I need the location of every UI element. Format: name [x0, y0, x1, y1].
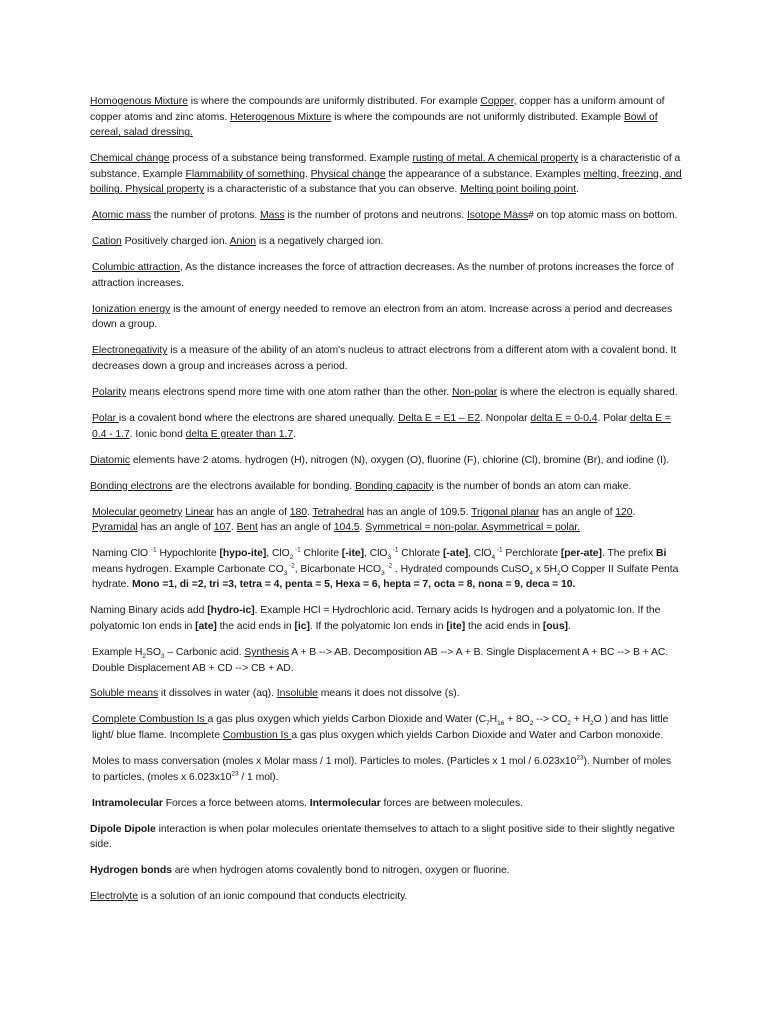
body-text: is the amount of energy needed to remove an electron from an atom. Increase across a period and decreases down a group.	[92, 303, 673, 331]
term-text: Tetrahedral	[312, 506, 364, 518]
term-text: rusting of metal. A chemical property	[412, 153, 579, 165]
body-text: , As the distance increases the force of attraction decreases. As the number of protons increases the force of attraction increases.	[92, 262, 674, 289]
term-text: Bonding capacity	[355, 480, 434, 492]
body-text: Moles to mass conversation (moles x Molar mass / 1 mol). Particles to moles. (Particles x 1 mol / 6.023x10	[92, 756, 577, 768]
term-text: Synthesis	[244, 646, 290, 658]
body-text: . Hydrated compounds CuSO	[392, 563, 530, 575]
term-text: Insoluble	[276, 688, 318, 700]
term-text: Flammability of something	[185, 168, 305, 180]
bold-text: [per-ate]	[560, 548, 602, 560]
term-text: 180	[289, 506, 307, 518]
body-text: Forces a force between atoms.	[162, 797, 310, 809]
paragraph	[90, 796, 682, 812]
body-text: -1	[293, 546, 301, 554]
term-text: Electrolyte	[90, 891, 138, 903]
term-text: delta E = 0.4 - 1.7	[92, 413, 671, 440]
body-text: -1	[150, 546, 157, 554]
body-text: .	[576, 184, 579, 196]
body-text: has an angle of	[213, 506, 290, 518]
paragraph	[90, 453, 682, 469]
bold-text: Dipole Dipole	[90, 823, 156, 835]
body-text: . Ionic bond	[129, 428, 186, 440]
body-text: 3	[160, 652, 165, 660]
term-text: Electronegativity	[92, 345, 168, 357]
bold-text: Mono =1, di =2, tri =3, tetra = 4, penta = 5, Hexa = 6, hepta = 7, octa = 8, nona = 9, deca = 10.	[131, 579, 576, 591]
body-text: 3	[387, 554, 392, 562]
body-text: forces are between molecules.	[380, 797, 523, 809]
body-text: the number of protons.	[150, 210, 261, 222]
term-text: Isotope Mass	[466, 210, 529, 222]
body-text: / 1 mol).	[238, 771, 279, 783]
paragraph	[90, 411, 682, 442]
term-text: Trigonal planar	[471, 506, 540, 518]
body-text: means electrons spend more time with one atom rather than the other.	[126, 387, 452, 399]
term-text: Symmetrical = non-polar. Asymmetrical = polar.	[365, 522, 581, 534]
body-text: is where the compounds are not uniformly distributed. Example	[331, 111, 624, 123]
body-text: -1	[391, 546, 399, 554]
body-text: is where the electron is equally shared.	[497, 387, 678, 399]
body-text: is the number of bonds an atom can make.	[433, 480, 632, 492]
body-text: 2	[590, 720, 594, 728]
body-text: .	[230, 522, 237, 534]
body-text: 3	[283, 569, 288, 577]
body-text: the acid ends in	[465, 620, 543, 632]
body-text: .	[359, 522, 366, 534]
term-text: 104.5	[333, 522, 360, 534]
bold-text: Bi	[655, 548, 667, 560]
body-text: . Example HCl = Hydrochloric acid. Ternary acids Is hydrogen and a polyatomic Ion. If the polyatomic Ion ends in	[90, 605, 661, 632]
body-text: ). Number of moles to particles, (moles x 6.023x10	[92, 756, 671, 783]
body-text: .	[632, 506, 636, 518]
body-text: Perchlorate	[502, 548, 561, 560]
paragraph	[90, 546, 682, 593]
body-text: , ClO	[364, 548, 388, 560]
term-text: Bowl of cereal, salad dressing.	[90, 111, 658, 139]
term-text: Mass	[260, 210, 285, 222]
bold-text: [ic]	[294, 620, 310, 632]
body-text: Hypochlorite	[156, 548, 220, 560]
term-text: Melting point boiling point	[460, 184, 576, 196]
body-text: process of a substance being transformed. Example	[169, 153, 413, 165]
term-text: Diatomic	[90, 454, 131, 466]
paragraph	[90, 889, 682, 905]
term-text: Polar	[92, 413, 119, 425]
paragraph	[90, 343, 682, 374]
term-text: Atomic mass	[92, 210, 151, 222]
paragraph	[90, 151, 682, 198]
body-text: 2	[556, 569, 561, 577]
term-text: delta E = 0-0.4	[530, 413, 598, 425]
body-text: 2	[142, 652, 146, 660]
body-text: , copper has a uniform amount of copper atoms and zinc atoms.	[90, 96, 665, 123]
term-text: Anion	[229, 236, 256, 248]
body-text: are the electrons available for bonding.	[172, 480, 356, 492]
body-text: A + B --> AB. Decomposition AB --> A + B. Single Displacement A + BC --> B + AC. Double Displacement AB + CD --> CB + AD.	[92, 646, 669, 674]
body-text: has an angle of	[539, 506, 616, 518]
term-text: melting, freezing, and boiling. Physical property	[90, 168, 682, 196]
body-text: 16	[497, 720, 505, 728]
term-text: Molecular geometry	[92, 506, 183, 518]
bold-text: [-ate]	[443, 548, 469, 560]
body-text: .	[306, 506, 313, 518]
bold-text: [ite]	[446, 620, 466, 632]
body-text: is a negatively charged ion.	[256, 236, 384, 248]
body-text: is a solution of an ionic compound that conducts electricity.	[137, 891, 408, 903]
term-text: 107	[213, 522, 231, 534]
paragraph	[90, 822, 682, 853]
term-text: Heterogenous Mixture	[230, 111, 332, 123]
body-text: , Bicarbonate HCO	[294, 563, 382, 575]
paragraph	[90, 712, 682, 743]
body-text: is a measure of the ability of an atom's nucleus to attract electrons from a different atom with a covalent bond. It decreases down a group and increases across a period.	[92, 345, 677, 373]
body-text: has an angle of 109.5.	[363, 506, 472, 518]
term-text: Cation	[92, 236, 122, 248]
bold-text: Hydrogen bonds	[90, 865, 172, 877]
body-text: .	[567, 620, 571, 632]
term-text: Pyramidal	[92, 522, 138, 534]
body-text: the appearance of a substance. Examples	[385, 168, 584, 180]
paragraph	[90, 302, 682, 333]
body-text: elements have 2 atoms. hydrogen (H), nitrogen (N), oxygen (O), fluorine (F), chlorine (Cl), bromine (Br), and iodine (I).	[130, 454, 670, 466]
body-text: means hydrogen. Example Carbonate CO	[92, 563, 284, 575]
body-text: , ClO	[266, 548, 290, 560]
body-text: O Copper II Sulfate Penta hydrate.	[92, 563, 679, 591]
body-text: Chlorite	[300, 548, 342, 560]
term-text: Bent	[236, 522, 258, 534]
body-text: the acid ends in	[216, 620, 295, 632]
body-text: Chlorate	[398, 548, 444, 560]
paragraph	[90, 479, 682, 495]
body-text: Example H	[92, 646, 143, 658]
term-text: Chemical change	[90, 153, 170, 165]
body-text: Naming Binary acids add	[90, 605, 208, 617]
body-text: .	[293, 428, 296, 440]
body-text: is where the compounds are uniformly distributed. For example	[187, 96, 481, 107]
body-text: 4	[529, 569, 533, 577]
body-text: interaction is when polar molecules orientate themselves to attach to a slight positive side to their slightly negative side.	[90, 823, 675, 851]
body-text: 4	[491, 554, 496, 562]
bold-text: [ous]	[542, 620, 568, 632]
body-text: are when hydrogen atoms covalently bond to nitrogen, oxygen or fluorine.	[171, 865, 510, 877]
term-text: Physical change	[310, 168, 386, 180]
paragraph	[90, 686, 682, 702]
term-text: Delta E = E1 – E2	[398, 413, 481, 425]
term-text: Soluble means	[90, 688, 159, 700]
body-text: , ClO	[468, 548, 492, 560]
body-text: is a characteristic of a substance. Example	[90, 153, 681, 180]
body-text: is a covalent bond where the electrons are shared unequally.	[118, 413, 399, 425]
term-text: Polarity	[92, 387, 127, 399]
paragraph	[90, 603, 682, 634]
body-text: 2	[289, 554, 294, 562]
term-text: Combustion Is	[222, 730, 292, 742]
paragraph	[90, 260, 682, 291]
paragraph	[90, 505, 682, 536]
term-text: 120	[615, 506, 633, 518]
body-text: a gas plus oxygen which yields Carbon Dioxide and Water and Carbon monoxide.	[291, 730, 664, 742]
body-text: --> CO	[533, 714, 568, 726]
term-text: Ionization energy	[92, 303, 171, 315]
body-text: -1	[495, 546, 503, 554]
bold-text: [ate]	[195, 620, 217, 632]
body-text: . Nonpolar	[480, 413, 531, 425]
body-text: 2	[567, 720, 571, 728]
paragraph	[90, 385, 682, 401]
term-text: Bonding electrons	[90, 480, 173, 492]
bold-text: [hypo-ite]	[219, 548, 267, 560]
body-text: means it does not dissolve (s).	[317, 688, 460, 700]
body-text: 2	[529, 720, 534, 728]
term-text: Columbic attraction	[92, 262, 180, 274]
paragraph	[90, 863, 682, 879]
bold-text: Intramolecular	[92, 797, 163, 809]
paragraph	[90, 208, 682, 224]
term-text: Copper	[480, 96, 514, 107]
bold-text: [-ite]	[341, 548, 365, 560]
term-text: Complete Combustion Is	[92, 714, 208, 726]
body-text: H	[489, 714, 498, 726]
bold-text: [hydro-ic]	[207, 605, 255, 617]
body-text: -2	[384, 562, 393, 570]
body-text: it dissolves in water (aq).	[158, 688, 277, 700]
term-text: delta E greater than 1.7	[185, 428, 294, 440]
paragraph	[90, 94, 682, 141]
body-text: x 5H	[532, 563, 557, 575]
paragraph	[90, 645, 682, 676]
body-text: Naming ClO	[92, 548, 151, 560]
body-text: + 8O	[504, 714, 530, 726]
body-text: a gas plus oxygen which yields Carbon Dioxide and Water (C	[207, 714, 487, 726]
term-text: Homogenous Mixture	[90, 96, 188, 107]
body-text: is the number of protons and neutrons.	[284, 210, 467, 222]
term-text: Non-polar	[451, 387, 498, 399]
paragraph	[90, 754, 682, 785]
bold-text: Intermolecular	[309, 797, 381, 809]
body-text: . The prefix	[601, 548, 656, 560]
body-text: .	[304, 168, 311, 180]
body-text: 23	[576, 754, 584, 762]
body-text: 23	[231, 770, 239, 778]
body-text: is a characteristic of a substance that you can observe.	[204, 184, 461, 196]
term-text: Linear	[185, 506, 214, 518]
body-text: SO	[145, 646, 161, 658]
body-text: . Polar	[597, 413, 631, 425]
body-text: Positively charged ion.	[121, 236, 230, 248]
body-text: 3	[381, 569, 385, 577]
body-text: O ) and has little light/ blue flame. Incomplete	[92, 714, 669, 742]
paragraph	[90, 234, 682, 250]
body-text: – Carbonic acid.	[164, 646, 245, 658]
body-text: # on top atomic mass on bottom.	[528, 210, 678, 222]
body-text: has an angle of	[257, 522, 334, 534]
body-text: + H	[570, 714, 591, 726]
document-page	[90, 94, 682, 915]
body-text: has an angle of	[137, 522, 214, 534]
body-text: -2	[287, 562, 295, 570]
body-text: . If the polyatomic Ion ends in	[309, 620, 447, 632]
body-text: 7	[486, 720, 490, 728]
